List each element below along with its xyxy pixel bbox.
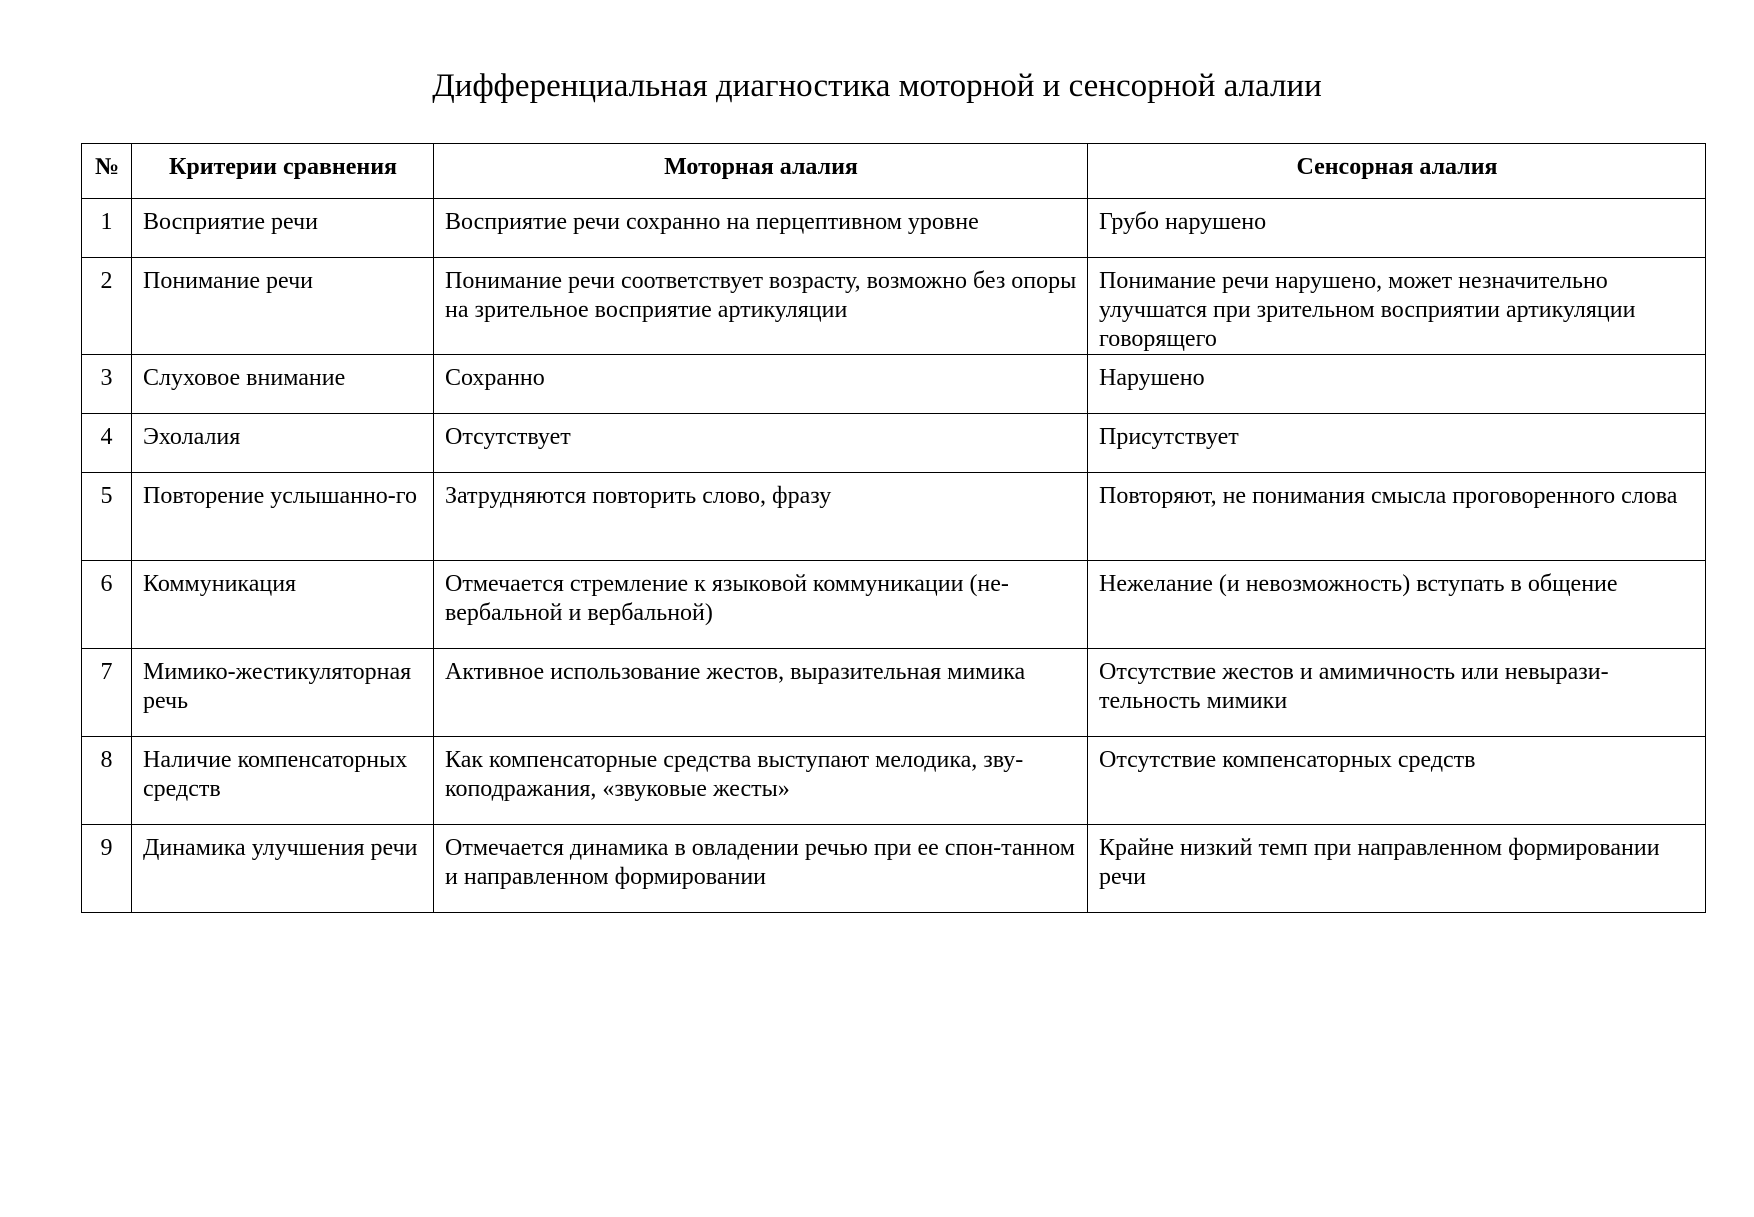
table-row [82, 199, 1706, 258]
row-motor: Отмечается динамика в овладении речью при ее спон-танном и направленном формировании [434, 825, 1088, 913]
table-row [82, 561, 1706, 649]
table-header-row [82, 144, 1706, 199]
row-num: 6 [82, 561, 132, 649]
row-num: 1 [82, 199, 132, 258]
row-criteria: Наличие компенсаторных средств [132, 737, 434, 825]
row-num: 5 [82, 473, 132, 561]
table-row [82, 737, 1706, 825]
row-criteria: Понимание речи [132, 258, 434, 355]
row-motor: Отмечается стремление к языковой коммуникации (не-вербальной и вербальной) [434, 561, 1088, 649]
row-motor: Восприятие речи сохранно на перцептивном уровне [434, 199, 1088, 258]
row-sensory: Повторяют, не понимания смысла проговоренного слова [1088, 473, 1706, 561]
row-num: 3 [82, 355, 132, 414]
row-criteria: Повторение услышанно-го [132, 473, 434, 561]
table-row [82, 649, 1706, 737]
table-row [82, 825, 1706, 913]
row-sensory: Присутствует [1088, 414, 1706, 473]
row-sensory: Понимание речи нарушено, может незначительно улучшатся при зрительном восприятии артикуляции говорящего [1088, 258, 1706, 355]
row-motor: Отсутствует [434, 414, 1088, 473]
row-sensory: Грубо нарушено [1088, 199, 1706, 258]
header-motor: Моторная алалия [434, 144, 1088, 199]
row-num: 7 [82, 649, 132, 737]
row-sensory: Нарушено [1088, 355, 1706, 414]
row-num: 9 [82, 825, 132, 913]
row-criteria: Эхолалия [132, 414, 434, 473]
row-motor: Активное использование жестов, выразительная мимика [434, 649, 1088, 737]
row-criteria: Слуховое внимание [132, 355, 434, 414]
table-row [82, 355, 1706, 414]
row-motor: Затрудняются повторить слово, фразу [434, 473, 1088, 561]
table-row [82, 473, 1706, 561]
header-sensory: Сенсорная алалия [1088, 144, 1706, 199]
table-row [82, 258, 1706, 355]
row-criteria: Мимико-жестикуляторная речь [132, 649, 434, 737]
row-num: 4 [82, 414, 132, 473]
row-num: 8 [82, 737, 132, 825]
row-sensory: Крайне низкий темп при направленном формировании речи [1088, 825, 1706, 913]
row-motor: Понимание речи соответствует возрасту, возможно без опоры на зрительное восприятие артикуляции [434, 258, 1088, 355]
table-row [82, 414, 1706, 473]
comparison-table [81, 143, 1706, 913]
row-criteria: Коммуникация [132, 561, 434, 649]
row-num: 2 [82, 258, 132, 355]
row-sensory: Отсутствие компенсаторных средств [1088, 737, 1706, 825]
row-criteria: Динамика улучшения речи [132, 825, 434, 913]
row-sensory: Нежелание (и невозможность) вступать в общение [1088, 561, 1706, 649]
row-motor: Как компенсаторные средства выступают мелодика, зву-коподражания, «звуковые жесты» [434, 737, 1088, 825]
header-criteria: Критерии сравнения [132, 144, 434, 199]
page-title: Дифференциальная диагностика моторной и сенсорной алалии [432, 68, 1322, 104]
row-criteria: Восприятие речи [132, 199, 434, 258]
row-sensory: Отсутствие жестов и амимичность или невырази-тельность мимики [1088, 649, 1706, 737]
row-motor: Сохранно [434, 355, 1088, 414]
header-num: № [82, 144, 132, 199]
